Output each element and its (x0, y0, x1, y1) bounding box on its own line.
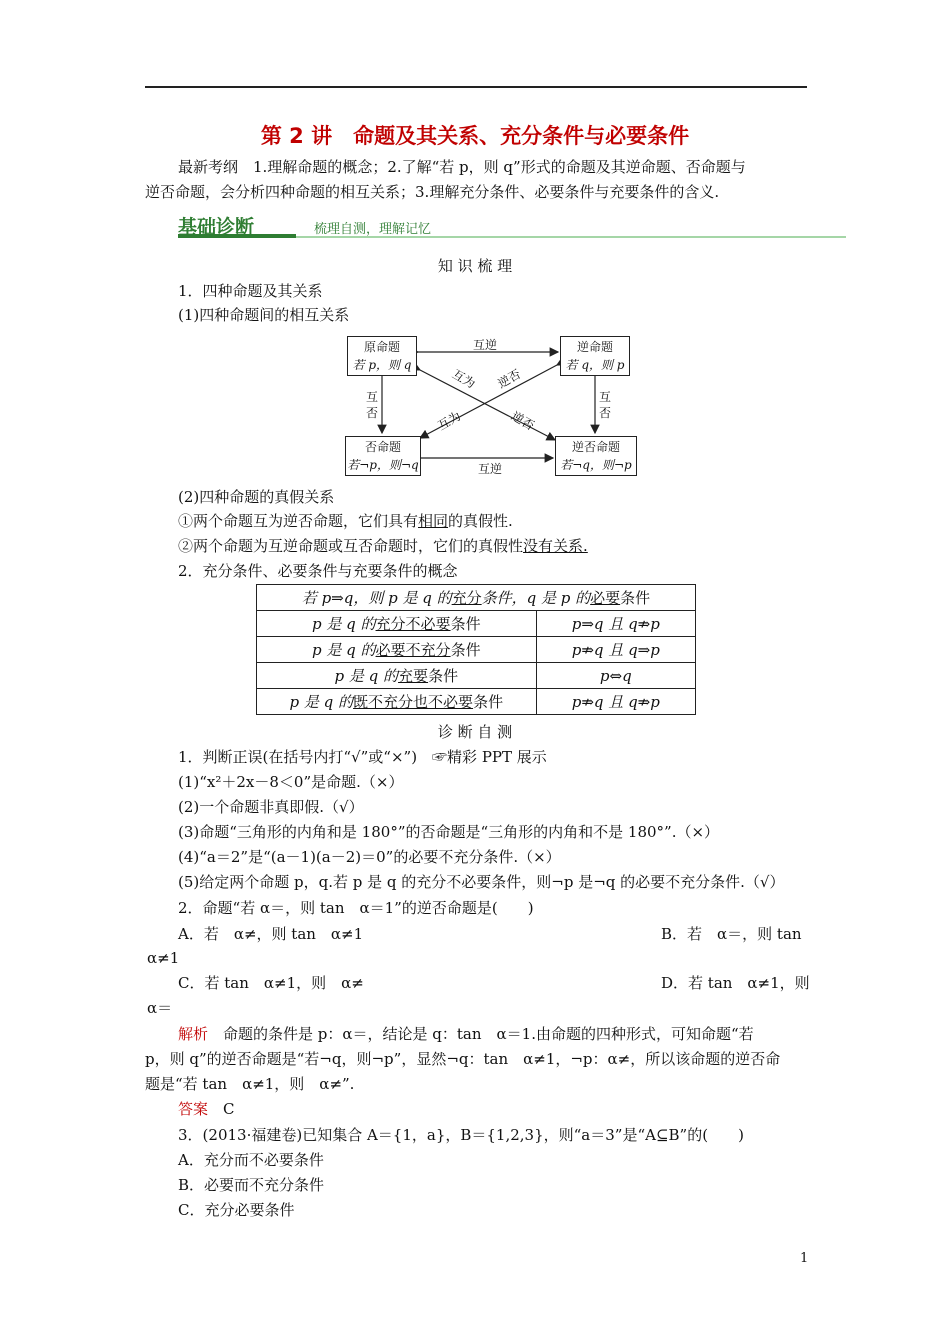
question-2: 2．命题“若 α＝，则 tan α＝1”的逆否命题是( ) (178, 899, 534, 917)
question-2-option-d-cont: α＝ (147, 999, 173, 1017)
question-1: 1．判断正误(在括号内打“√”或“×”) ☞精彩 PPT 展示 (178, 748, 547, 766)
question-3-option-c: C．充分必要条件 (178, 1201, 295, 1219)
question-3: 3．(2013·福建卷)已知集合 A＝{1，a}，B＝{1,2,3}，则“a＝3”是“A⊆B”的( ) (178, 1126, 744, 1144)
question-2-option-b: B．若 α＝，则 tan (661, 925, 802, 943)
header-rule (145, 86, 807, 88)
table-row (257, 637, 696, 663)
converse-title: 逆命题 (576, 340, 613, 354)
truth-rule-2: ②两个命题为互逆命题或互否命题时，它们的真假性没有关系. (178, 537, 588, 555)
truth-rule-1: ①两个命题互为逆否命题，它们具有相同的真假性. (178, 512, 513, 530)
left-label-1: 互 (366, 390, 379, 404)
question-3-option-b: B．必要而不充分条件 (178, 1176, 325, 1194)
question-1-1: (1)“x²＋2x－8＜0”是命题.（×） (178, 773, 404, 791)
diag-label-1: 互为 (449, 366, 478, 391)
table-cell: p 是 q 的充要条件 (257, 663, 537, 689)
answer-line: 答案 C (178, 1100, 235, 1118)
table-cell: p⇏q 且 q⇒p (536, 637, 695, 663)
converse-proposition-box (560, 336, 630, 376)
original-proposition-box (347, 336, 417, 376)
analysis-line-3: 题是“若 tan α≠1，则 α≠”. (145, 1075, 355, 1093)
table-cell: p 是 q 的充分不必要条件 (257, 611, 537, 637)
knowledge-heading: 知 识 梳 理 (437, 257, 513, 275)
inverse-body: 若¬p，则¬q (347, 458, 419, 472)
section-subtitle: 梳理自测，理解记忆 (314, 222, 432, 237)
inverse-proposition-box (345, 436, 421, 476)
table-row (257, 663, 696, 689)
table-row (257, 585, 696, 611)
contrapositive-proposition-box (555, 436, 637, 476)
question-2-option-d: D．若 tan α≠1，则 (661, 974, 810, 992)
diag-label-2: 逆否 (495, 366, 524, 391)
question-1-2: (2)一个命题非真即假.（√） (178, 798, 364, 816)
question-1-3: (3)命题“三角形的内角和是 180°”的否命题是“三角形的内角和不是 180°”.（×） (178, 823, 720, 841)
section-label: 基础诊断 (178, 216, 255, 238)
table-row (257, 611, 696, 637)
knowledge-item-2: 2．充分条件、必要条件与充要条件的概念 (178, 562, 458, 580)
question-2-option-b-cont: α≠1 (147, 949, 180, 967)
section-bar (178, 212, 846, 238)
knowledge-item-1-1: (1)四种命题间的相互关系 (178, 306, 350, 324)
conditions-table (256, 584, 696, 715)
contrapositive-body: 若¬q，则¬p (560, 458, 632, 472)
table-cell: p⇒q 且 q⇏p (536, 611, 695, 637)
answer-label: 答案 (178, 1100, 209, 1118)
question-1-4: (4)“a＝2”是“(a－1)(a－2)＝0”的必要不充分条件.（×） (178, 848, 561, 866)
question-2-option-c: C．若 tan α≠1，则 α≠ (178, 974, 364, 992)
table-cell: p 是 q 的必要不充分条件 (257, 637, 537, 663)
page-number: 1 (800, 1251, 809, 1266)
bottom-label: 互逆 (478, 462, 503, 476)
table-header-cell: 若 p⇒q，则 p 是 q 的充分条件，q 是 p 的必要条件 (257, 585, 696, 611)
diag-label-3: 互为 (435, 408, 464, 433)
table-cell: p 是 q 的既不充分也不必要条件 (257, 689, 537, 715)
table-cell: p⇏q 且 q⇏p (536, 689, 695, 715)
diagnose-heading: 诊 断 自 测 (437, 723, 513, 741)
top-label: 互逆 (473, 338, 498, 352)
question-3-option-a: A．充分而不必要条件 (178, 1151, 324, 1169)
page-title: 第 2 讲 命题及其关系、充分条件与必要条件 (260, 124, 690, 148)
analysis-label: 解析 (178, 1025, 209, 1043)
inverse-title: 否命题 (364, 440, 401, 454)
four-propositions-diagram (345, 330, 645, 478)
original-body: 若 p，则 q (352, 358, 412, 372)
converse-body: 若 q，则 p (565, 358, 625, 372)
table-cell: p⇔q (536, 663, 695, 689)
intro-line-1: 最新考纲 1.理解命题的概念；2.了解“若 p，则 q”形式的命题及其逆命题、否命题与 (178, 158, 746, 176)
analysis-line-2: p，则 q”的逆否命题是“若¬q，则¬p”，显然¬q：tan α≠1，¬p：α≠，所以该命题的逆否命 (145, 1050, 781, 1068)
original-title: 原命题 (363, 340, 400, 354)
analysis-line-1: 解析 命题的条件是 p：α＝，结论是 q：tan α＝1.由命题的四种形式，可知命题“若 (178, 1025, 754, 1043)
table-row (257, 689, 696, 715)
intro-line-2: 逆否命题，会分析四种命题的相互关系；3.理解充分条件、必要条件与充要条件的含义. (145, 183, 720, 201)
diag-label-4: 逆否 (508, 408, 537, 433)
question-1-5: (5)给定两个命题 p，q.若 p 是 q 的充分不必要条件，则¬p 是¬q 的必要不充分条件.（√） (178, 873, 785, 891)
question-2-option-a: A．若 α≠，则 tan α≠1 (178, 925, 364, 943)
right-label-2: 否 (599, 406, 612, 420)
left-label-2: 否 (366, 406, 379, 420)
knowledge-item-1-2: (2)四种命题的真假关系 (178, 488, 335, 506)
right-label-1: 互 (599, 390, 612, 404)
contrapositive-title: 逆否命题 (571, 440, 620, 454)
knowledge-item-1: 1．四种命题及其关系 (178, 282, 323, 300)
